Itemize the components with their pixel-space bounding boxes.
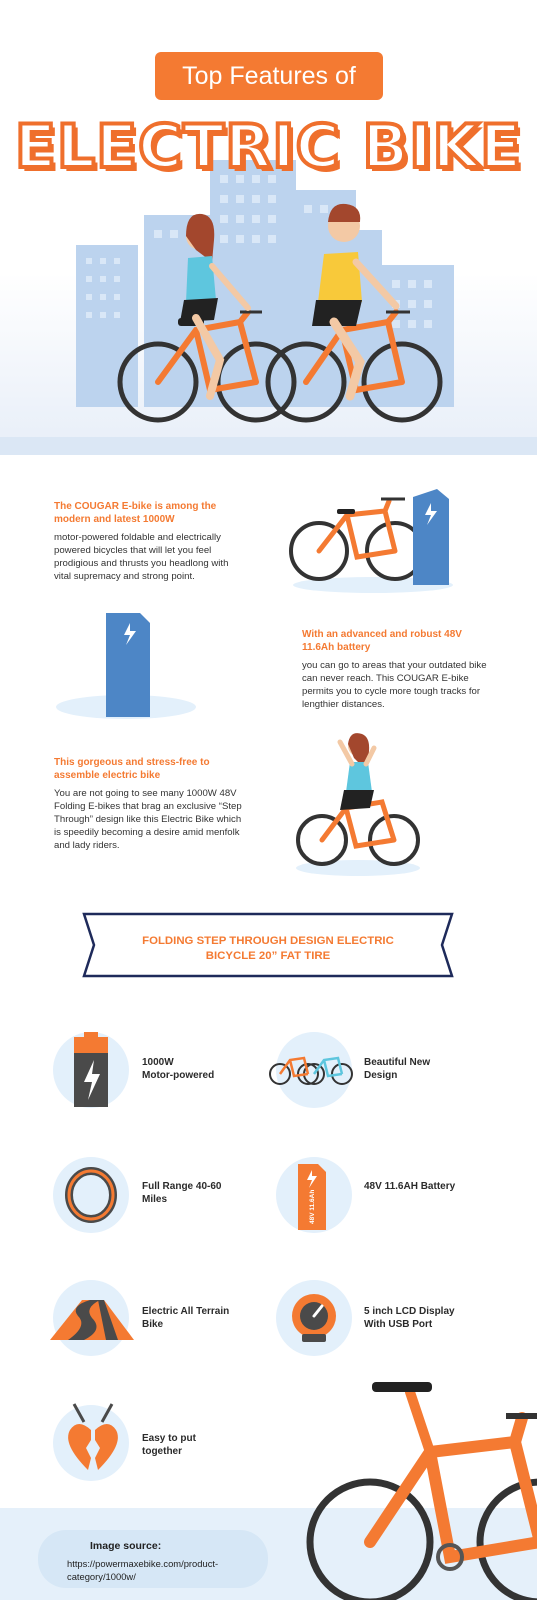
feature-3-title: This gorgeous and stress-free to assemble electric bike (54, 757, 210, 781)
woman-on-bike-illustration (294, 728, 424, 878)
banner-text (82, 934, 454, 964)
bikes-icon (268, 1048, 354, 1088)
ground-strip (0, 437, 537, 455)
grid-label-7 (142, 1432, 196, 1458)
grid-label-1 (142, 1056, 214, 1082)
subtitle-pill: Top Features of (155, 52, 383, 100)
source-url-line-1[interactable]: https://powermaxebike.com/product- (67, 1558, 219, 1569)
grid-label-1-line-1: 1000W (142, 1057, 174, 1068)
grid-label-7-line-1: Easy to put (142, 1433, 196, 1444)
source-url-line-2[interactable]: category/1000w/ (67, 1571, 136, 1582)
battery-bolt-icon (72, 1032, 112, 1108)
grid-label-4 (364, 1180, 455, 1193)
speedometer-icon (288, 1292, 340, 1344)
grid-label-2-line-2: Design (364, 1070, 398, 1081)
feature-2-body: you can go to areas that your outdated bike can never reach. This COUGAR E-bike permits you to cycle more tough tracks for lengthier distances. (302, 660, 487, 710)
grid-label-3-line-1: Full Range 40-60 (142, 1181, 222, 1192)
banner-line-2: BICYCLE 20” FAT TIRE (205, 950, 331, 962)
grid-label-5-line-1: Electric All Terrain (142, 1306, 230, 1317)
puzzle-heart-icon (58, 1400, 128, 1480)
road-icon (48, 1296, 136, 1342)
battery-label: 48V 11.6Ah (84, 637, 95, 690)
grid-label-2 (364, 1056, 430, 1082)
ribbon-banner (82, 912, 454, 978)
grid-label-2-line-1: Beautiful New (364, 1057, 431, 1068)
feature-3-body: You are not going to see many 1000W 48V Folding E-bikes that brag an exclusive “Step Through” design like this Electric Bike which is speedily becoming a desire amid menfolk and lady riders. (54, 788, 242, 851)
grid-label-6-line-1: 5 inch LCD Display (364, 1306, 455, 1317)
large-bike-illustration (300, 1382, 537, 1600)
grid-label-3-line-2: Miles (142, 1194, 168, 1205)
hero-section (0, 0, 537, 455)
grid-battery-text: 48V 11.6Ah (309, 1189, 316, 1224)
grid-label-7-line-2: together (142, 1446, 182, 1457)
grid-label-6-line-2: With USB Port (364, 1319, 433, 1330)
grid-label-6 (364, 1305, 455, 1331)
page-title: ELECTRIC BIKE (14, 112, 523, 182)
grid-label-3 (142, 1180, 221, 1206)
grid-label-1-line-2: Motor-powered (142, 1070, 215, 1081)
banner-line-1: FOLDING STEP THROUGH DESIGN ELECTRIC (142, 935, 394, 947)
feature-1-title: The COUGAR E-bike is among the modern and latest 1000W (54, 501, 217, 525)
feature-2-title: With an advanced and robust 48V 11.6Ah battery (302, 629, 462, 653)
source-url[interactable] (67, 1557, 257, 1583)
grid-label-4-line-1: 48V 11.6AH Battery (364, 1181, 456, 1192)
grid-label-5-line-2: Bike (142, 1319, 164, 1330)
source-heading: Image source: (90, 1540, 162, 1552)
battery-illustration (54, 605, 204, 720)
bike-charger-illustration (285, 485, 465, 595)
grid-label-5 (142, 1305, 229, 1331)
feature-1-body: motor-powered foldable and electrically powered bicycles that will let you feel prodigious and thrusts you headlong with vital supremacy and strong point. (54, 532, 229, 582)
tire-icon (63, 1167, 119, 1223)
